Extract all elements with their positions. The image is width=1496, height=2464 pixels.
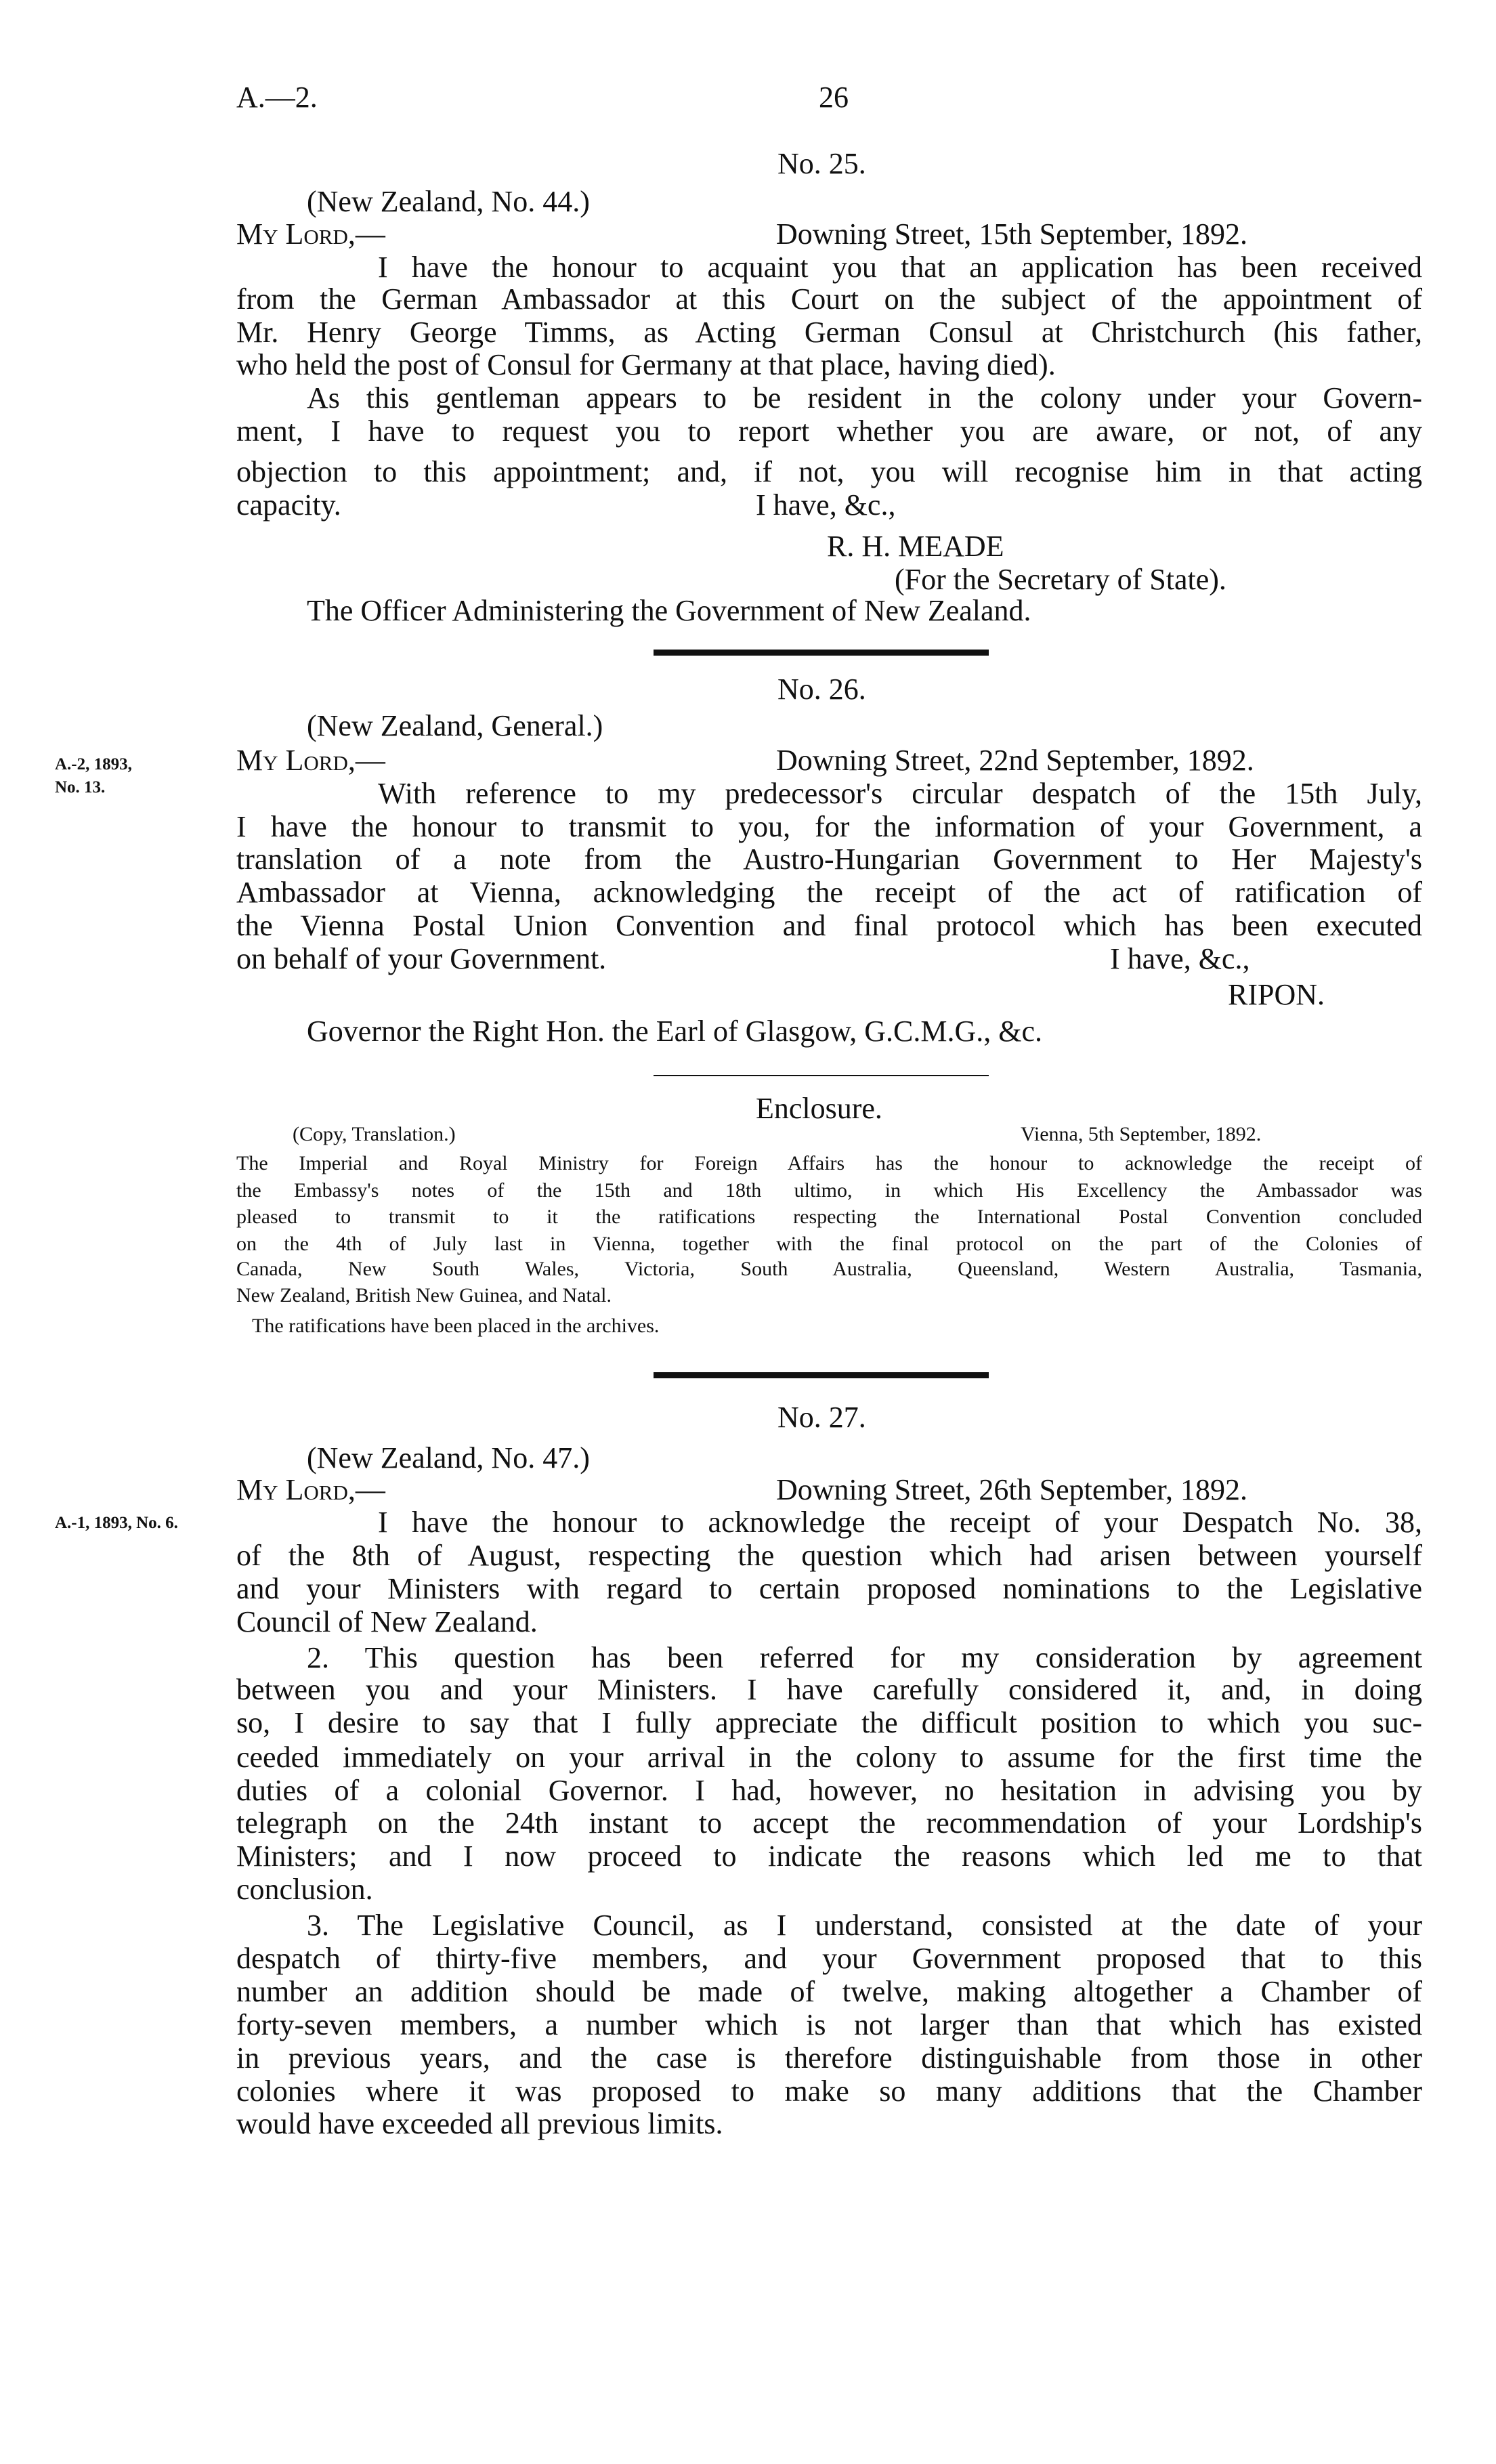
- body-line: ceeded immediately on your arrival in the colony to assume for the first time the: [236, 1741, 1422, 1774]
- body-line: the Vienna Postal Union Convention and final protocol which has been executed: [236, 910, 1422, 942]
- despatch-heading: No. 25.: [777, 147, 866, 180]
- enclosure-line: Canada, New South Wales, Victoria, South Australia, Queensland, Western Australia, Tasmania,: [236, 1258, 1422, 1280]
- body-line: I have the honour to transmit to you, for the information of your Government, a: [236, 811, 1422, 843]
- body-line: Mr. Henry George Timms, as Acting German Consul at Christchurch (his father,: [236, 316, 1422, 349]
- page-ref: A.—2.: [236, 81, 318, 114]
- body-line: and your Ministers with regard to certain proposed nominations to the Legislative: [236, 1573, 1422, 1605]
- body-line: who held the post of Consul for Germany at that place, having died).: [236, 349, 1056, 381]
- despatch-heading: No. 27.: [777, 1401, 866, 1434]
- enclosure-heading: Enclosure.: [756, 1092, 882, 1125]
- salutation: My Lord,—: [236, 744, 385, 777]
- page-number: 26: [819, 81, 849, 114]
- body-line: number an addition should be made of twelve, making altogether a Chamber of: [236, 1976, 1422, 2008]
- body-line: on behalf of your Government.: [236, 942, 607, 975]
- body-line: 2. This question has been referred for my consideration by agreement: [307, 1642, 1422, 1674]
- closing: I have, &c.,: [1110, 942, 1250, 975]
- addressee: Governor the Right Hon. the Earl of Glasgow, G.C.M.G., &c.: [307, 1015, 1042, 1048]
- body-line: forty-seven members, a number which is not larger than that which has existed: [236, 2009, 1422, 2041]
- despatch-series: (New Zealand, No. 47.): [307, 1441, 590, 1474]
- signature: R. H. MEADE: [827, 530, 1004, 563]
- place-date: Downing Street, 15th September, 1892.: [776, 217, 1248, 251]
- body-line: translation of a note from the Austro-Hungarian Government to Her Majesty's: [236, 843, 1422, 876]
- margin-note: No. 13.: [55, 778, 106, 796]
- body-line: I have the honour to acquaint you that an application has been received: [378, 251, 1422, 284]
- body-line: ment, I have to request you to report whether you are aware, or not, of any: [236, 415, 1422, 448]
- section-divider: [654, 1372, 989, 1378]
- body-line: despatch of thirty-five members, and your Government proposed that to this: [236, 1942, 1422, 1975]
- enclosure-note: (Copy, Translation.): [293, 1123, 456, 1145]
- body-line: would have exceeded all previous limits.: [236, 2108, 723, 2140]
- closing: I have, &c.,: [756, 488, 896, 522]
- despatch-heading: No. 26.: [777, 673, 866, 706]
- body-line: between you and your Ministers. I have carefully considered it, and, in doing: [236, 1674, 1422, 1706]
- enclosure-place-date: Vienna, 5th September, 1892.: [1021, 1123, 1262, 1145]
- margin-note: A.-2, 1893,: [55, 755, 132, 773]
- enclosure-line: New Zealand, British New Guinea, and Natal.: [236, 1284, 612, 1307]
- body-line: objection to this appointment; and, if not, you will recognise him in that acting: [236, 456, 1422, 488]
- body-line: from the German Ambassador at this Court on the subject of the appointment of: [236, 283, 1422, 316]
- body-line: 3. The Legislative Council, as I understand, consisted at the date of your: [307, 1909, 1422, 1942]
- body-line: so, I desire to say that I fully appreciate the difficult position to which you suc-: [236, 1707, 1422, 1739]
- enclosure-line: The Imperial and Royal Ministry for Foreign Affairs has the honour to acknowledge the receipt of: [236, 1152, 1422, 1174]
- signature: RIPON.: [1228, 978, 1325, 1011]
- salutation: My Lord,—: [236, 217, 385, 251]
- body-line: I have the honour to acknowledge the receipt of your Despatch No. 38,: [378, 1506, 1422, 1539]
- despatch-series: (New Zealand, No. 44.): [307, 185, 590, 218]
- salutation: My Lord,—: [236, 1473, 385, 1506]
- addressee: The Officer Administering the Government of New Zealand.: [307, 594, 1031, 627]
- margin-note: A.-1, 1893, No. 6.: [55, 1514, 178, 1532]
- despatch-series: (New Zealand, General.): [307, 709, 603, 742]
- place-date: Downing Street, 22nd September, 1892.: [776, 744, 1254, 777]
- body-line: telegraph on the 24th instant to accept the recommendation of your Lordship's: [236, 1807, 1422, 1840]
- body-line: Council of New Zealand.: [236, 1606, 538, 1638]
- body-line: duties of a colonial Governor. I had, however, no hesitation in advising you by: [236, 1775, 1422, 1807]
- enclosure-line: pleased to transmit to it the ratifications respecting the International Postal Convention concluded: [236, 1206, 1422, 1228]
- body-line: colonies where it was proposed to make so many additions that the Chamber: [236, 2075, 1422, 2108]
- enclosure-divider: [654, 1075, 989, 1076]
- body-line: As this gentleman appears to be resident in the colony under your Govern-: [307, 382, 1422, 415]
- body-line: of the 8th of August, respecting the question which had arisen between yourself: [236, 1539, 1422, 1572]
- body-line: Ministers; and I now proceed to indicate the reasons which led me to that: [236, 1840, 1422, 1873]
- enclosure-line: the Embassy's notes of the 15th and 18th ultimo, in which His Excellency the Ambassador was: [236, 1179, 1422, 1202]
- body-line: conclusion.: [236, 1873, 373, 1906]
- body-line: With reference to my predecessor's circular despatch of the 15th July,: [378, 778, 1422, 810]
- enclosure-line: on the 4th of July last in Vienna, together with the final protocol on the part of the Colonies of: [236, 1233, 1422, 1255]
- body-line: capacity.: [236, 488, 341, 522]
- section-divider: [654, 650, 989, 656]
- signature-note: (For the Secretary of State).: [895, 563, 1226, 596]
- body-line: Ambassador at Vienna, acknowledging the receipt of the act of ratification of: [236, 876, 1422, 909]
- place-date: Downing Street, 26th September, 1892.: [776, 1473, 1248, 1506]
- enclosure-line: The ratifications have been placed in the archives.: [252, 1315, 660, 1337]
- body-line: in previous years, and the case is therefore distinguishable from those in other: [236, 2042, 1422, 2075]
